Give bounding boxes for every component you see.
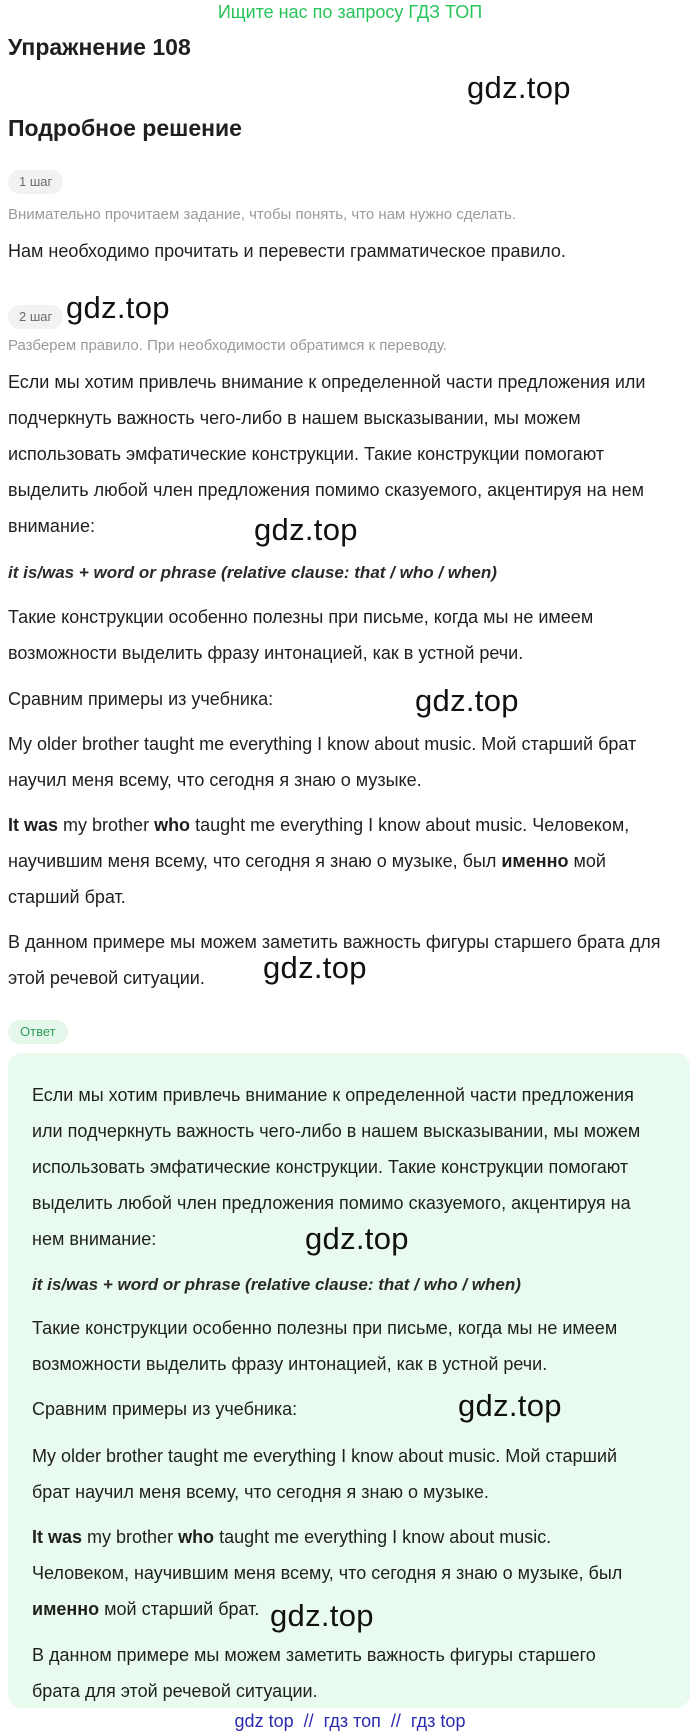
watermark: gdz.top xyxy=(305,1221,409,1256)
text-line: My older brother taught me everything I know about music. Мой старший xyxy=(32,1446,618,1466)
search-banner[interactable]: Ищите нас по запросу ГДЗ ТОП xyxy=(217,2,483,22)
watermark: gdz.top xyxy=(263,950,367,985)
answer-badge: Ответ xyxy=(8,1020,68,1044)
example-1 xyxy=(8,726,636,798)
section-title: Подробное решение xyxy=(8,115,242,141)
text-line xyxy=(32,1519,622,1555)
emphasis: who xyxy=(178,1527,215,1547)
text: мой xyxy=(568,851,606,871)
text-line: использовать эмфатические конструкции. Такие конструкции помогают xyxy=(8,444,605,464)
text-line: нем внимание: xyxy=(32,1229,157,1249)
text-line: В данном примере мы можем заметить важность фигуры старшего xyxy=(32,1645,596,1665)
text: taught me everything I know about music. Человеком, xyxy=(190,815,630,835)
text-line xyxy=(8,843,629,879)
text-line: Такие конструкции особенно полезны при письме, когда мы не имеем xyxy=(8,607,594,627)
emphasis: It was xyxy=(8,815,59,835)
text: taught me everything I know about music. xyxy=(214,1527,552,1547)
page-title: Упражнение 108 xyxy=(8,34,191,60)
footer-links[interactable]: gdz top // гдз топ // гдз top xyxy=(234,1711,466,1731)
text-line: возможности выделить фразу интонацией, как в устной речи. xyxy=(32,1354,548,1374)
text: my brother xyxy=(58,815,155,835)
text-line: Человеком, научившим меня всему, что сегодня я знаю о музыке, был xyxy=(32,1563,623,1583)
usage-paragraph xyxy=(8,599,593,671)
text-line: подчеркнуть важность чего-либо в нашем высказывании, мы можем xyxy=(8,408,581,428)
answer-example-1 xyxy=(32,1438,617,1510)
answer-compare-label: Сравним примеры из учебника: xyxy=(32,1399,298,1419)
text-line: Если мы хотим привлечь внимание к определенной части предложения xyxy=(32,1085,634,1105)
text-line: выделить любой член предложения помимо сказуемого, акцентируя на нем xyxy=(8,480,644,500)
answer-usage-paragraph xyxy=(32,1310,617,1382)
emphasis: именно xyxy=(501,851,569,871)
text-line: или подчеркнуть важность чего-либо в нашем высказывании, мы можем xyxy=(32,1121,641,1141)
step-1-badge xyxy=(8,170,63,194)
watermark: gdz.top xyxy=(66,290,170,325)
text-line: этой речевой ситуации. xyxy=(8,968,205,988)
text-line: брат научил меня всему, что сегодня я знаю о музыке. xyxy=(32,1482,489,1502)
step-2-hint: Разберем правило. При необходимости обратимся к переводу. xyxy=(8,337,448,354)
text-line: внимание: xyxy=(8,516,95,536)
text-line: брата для этой речевой ситуации. xyxy=(32,1681,318,1701)
text-line: В данном примере мы можем заметить важность фигуры старшего брата для xyxy=(8,932,661,952)
text-line: выделить любой член предложения помимо сказуемого, акцентируя на xyxy=(32,1193,631,1213)
text: мой старший брат. xyxy=(99,1599,260,1619)
example-2 xyxy=(8,807,629,915)
text-line: Такие конструкции особенно полезны при письме, когда мы не имеем xyxy=(32,1318,618,1338)
emphasis: именно xyxy=(32,1599,100,1619)
text: научившим меня всему, что сегодня я знаю о музыке, был xyxy=(8,851,502,871)
step-1-hint: Внимательно прочитаем задание, чтобы понять, что нам нужно сделать. xyxy=(8,206,517,223)
watermark: gdz.top xyxy=(270,1598,374,1633)
watermark: gdz.top xyxy=(458,1388,562,1423)
watermark: gdz.top xyxy=(467,70,571,105)
text-line: старший брат. xyxy=(8,887,126,907)
step-label: 1 шаг xyxy=(8,170,63,194)
step-1-text: Нам необходимо прочитать и перевести грамматическое правило. xyxy=(8,241,566,261)
text-line xyxy=(8,807,629,843)
text-line: использовать эмфатические конструкции. Такие конструкции помогают xyxy=(32,1157,629,1177)
answer-box xyxy=(8,1053,690,1708)
text-line: научил меня всему, что сегодня я знаю о музыке. xyxy=(8,770,422,790)
text-line: My older brother taught me everything I know about music. Мой старший брат xyxy=(8,734,637,754)
text: my brother xyxy=(82,1527,179,1547)
text-line: возможности выделить фразу интонацией, как в устной речи. xyxy=(8,643,524,663)
answer-formula: it is/was + word or phrase (relative clause: that / who / when) xyxy=(32,1275,521,1294)
answer-conclusion xyxy=(32,1637,596,1709)
watermark: gdz.top xyxy=(254,512,358,547)
step-label: 2 шаг xyxy=(8,305,63,329)
compare-label: Сравним примеры из учебника: xyxy=(8,689,274,709)
emphasis: who xyxy=(154,815,191,835)
watermark: gdz.top xyxy=(415,683,519,718)
step-2-badge xyxy=(8,305,63,329)
rule-formula: it is/was + word or phrase (relative clause: that / who / when) xyxy=(8,563,497,582)
text-line: Если мы хотим привлечь внимание к определенной части предложения или xyxy=(8,372,646,392)
emphasis: It was xyxy=(32,1527,83,1547)
